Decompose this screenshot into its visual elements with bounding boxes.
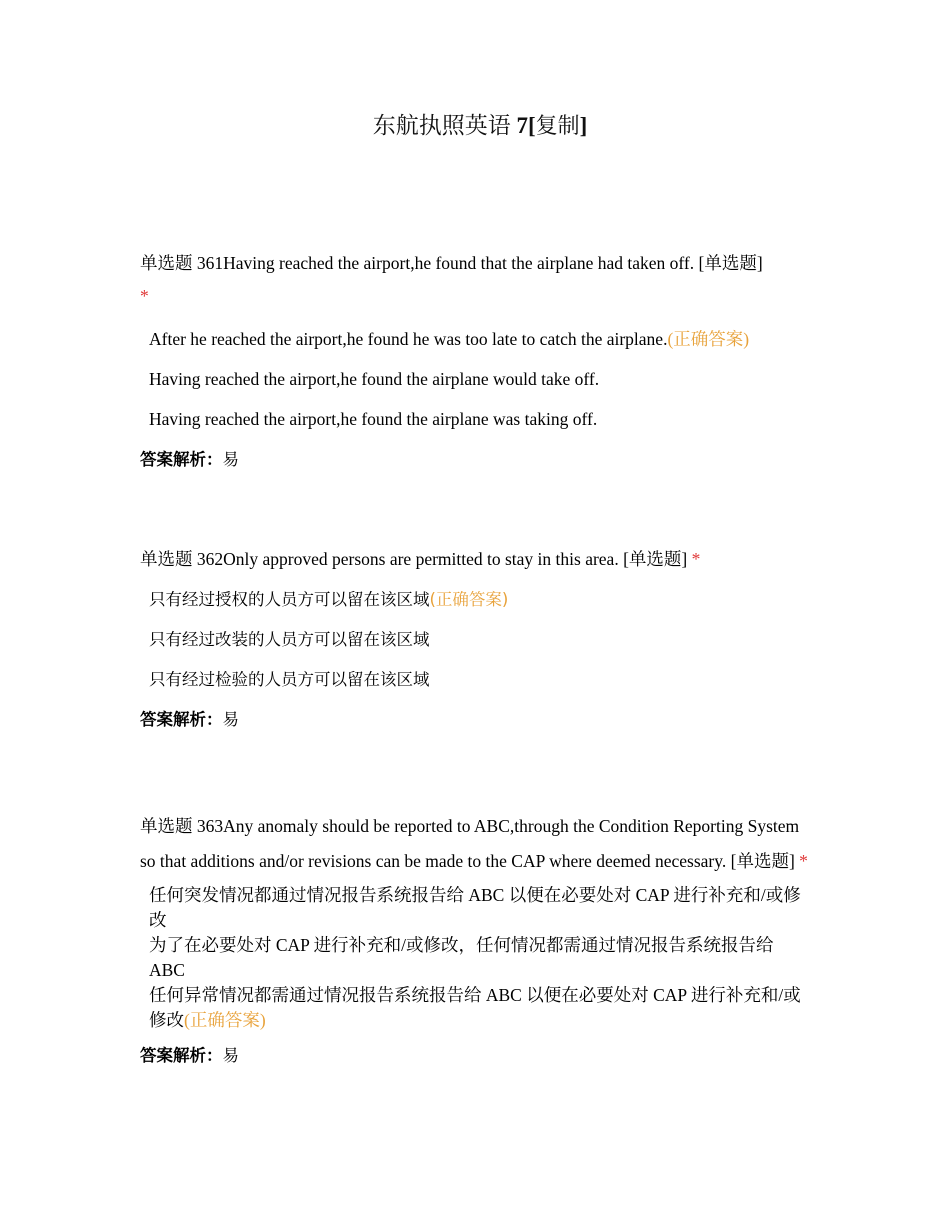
analysis-label: 答案解析： bbox=[140, 710, 223, 729]
correct-answer-label: (正确答案) bbox=[667, 329, 750, 349]
options-list bbox=[149, 587, 810, 692]
correct-answer-label: (正确答案) bbox=[429, 590, 509, 609]
question-361 bbox=[140, 247, 810, 472]
answer-analysis bbox=[140, 1043, 810, 1068]
options-list bbox=[149, 883, 804, 1033]
document-title bbox=[0, 110, 950, 143]
answer-analysis bbox=[140, 707, 810, 732]
question-362 bbox=[140, 543, 810, 732]
option-text: 只有经过授权的人员方可以留在该区域 bbox=[149, 590, 430, 609]
question-stem-text: 单选题 361Having reached the airport,he found that the airplane had taken off. [单选题] bbox=[140, 253, 763, 273]
option-1[interactable] bbox=[149, 883, 804, 933]
option-2[interactable] bbox=[149, 933, 804, 983]
option-2[interactable] bbox=[149, 627, 810, 652]
required-mark: * bbox=[691, 549, 701, 569]
option-1[interactable] bbox=[149, 327, 810, 352]
question-stem-text: 单选题 363Any anomaly should be reported to ABC,through the Condition Reporting System so that additions and/or revisions can be made to the CAP where deemed necessary. [单选题] bbox=[140, 816, 800, 871]
option-3[interactable] bbox=[149, 407, 810, 432]
title-number: 7[ bbox=[516, 113, 536, 138]
option-text: 任何异常情况都需通过情况报告系统报告给 ABC 以便在必要处对 CAP 进行补充和/或修改 bbox=[149, 985, 801, 1030]
question-stem bbox=[140, 809, 810, 879]
analysis-value: 易 bbox=[222, 450, 239, 469]
required-mark: * bbox=[799, 851, 808, 871]
correct-answer-label: (正确答案) bbox=[184, 1010, 266, 1030]
option-text: Having reached the airport,he found the airplane would take off. bbox=[149, 369, 600, 389]
question-363 bbox=[140, 809, 810, 1068]
title-tag: 复制 bbox=[535, 114, 580, 139]
title-main: 东航执照英语 bbox=[372, 113, 511, 138]
option-3[interactable] bbox=[149, 667, 810, 692]
option-text: Having reached the airport,he found the airplane was taking off. bbox=[149, 409, 598, 429]
option-text: 只有经过改装的人员方可以留在该区域 bbox=[149, 630, 430, 649]
option-text: 只有经过检验的人员方可以留在该区域 bbox=[149, 670, 430, 689]
required-mark: * bbox=[140, 286, 149, 306]
analysis-value: 易 bbox=[222, 710, 239, 729]
option-text: 为了在必要处对 CAP 进行补充和/或修改，任何情况都需通过情况报告系统报告给 ABC bbox=[149, 935, 774, 980]
title-close: ] bbox=[579, 113, 588, 138]
question-stem bbox=[140, 543, 810, 576]
analysis-label: 答案解析： bbox=[140, 450, 223, 469]
option-2[interactable] bbox=[149, 367, 810, 392]
option-3[interactable] bbox=[149, 983, 804, 1033]
analysis-value: 易 bbox=[222, 1046, 239, 1065]
answer-analysis bbox=[140, 447, 810, 472]
option-text: 任何突发情况都通过情况报告系统报告给 ABC 以便在必要处对 CAP 进行补充和/或修改 bbox=[149, 885, 801, 930]
option-text: After he reached the airport,he found he was too late to catch the airplane. bbox=[149, 329, 668, 349]
question-stem bbox=[140, 247, 810, 313]
analysis-label: 答案解析： bbox=[140, 1046, 223, 1065]
options-list bbox=[149, 327, 810, 432]
option-1[interactable] bbox=[149, 587, 810, 612]
question-stem-text: 单选题 362Only approved persons are permitted to stay in this area. [单选题] bbox=[140, 549, 688, 569]
